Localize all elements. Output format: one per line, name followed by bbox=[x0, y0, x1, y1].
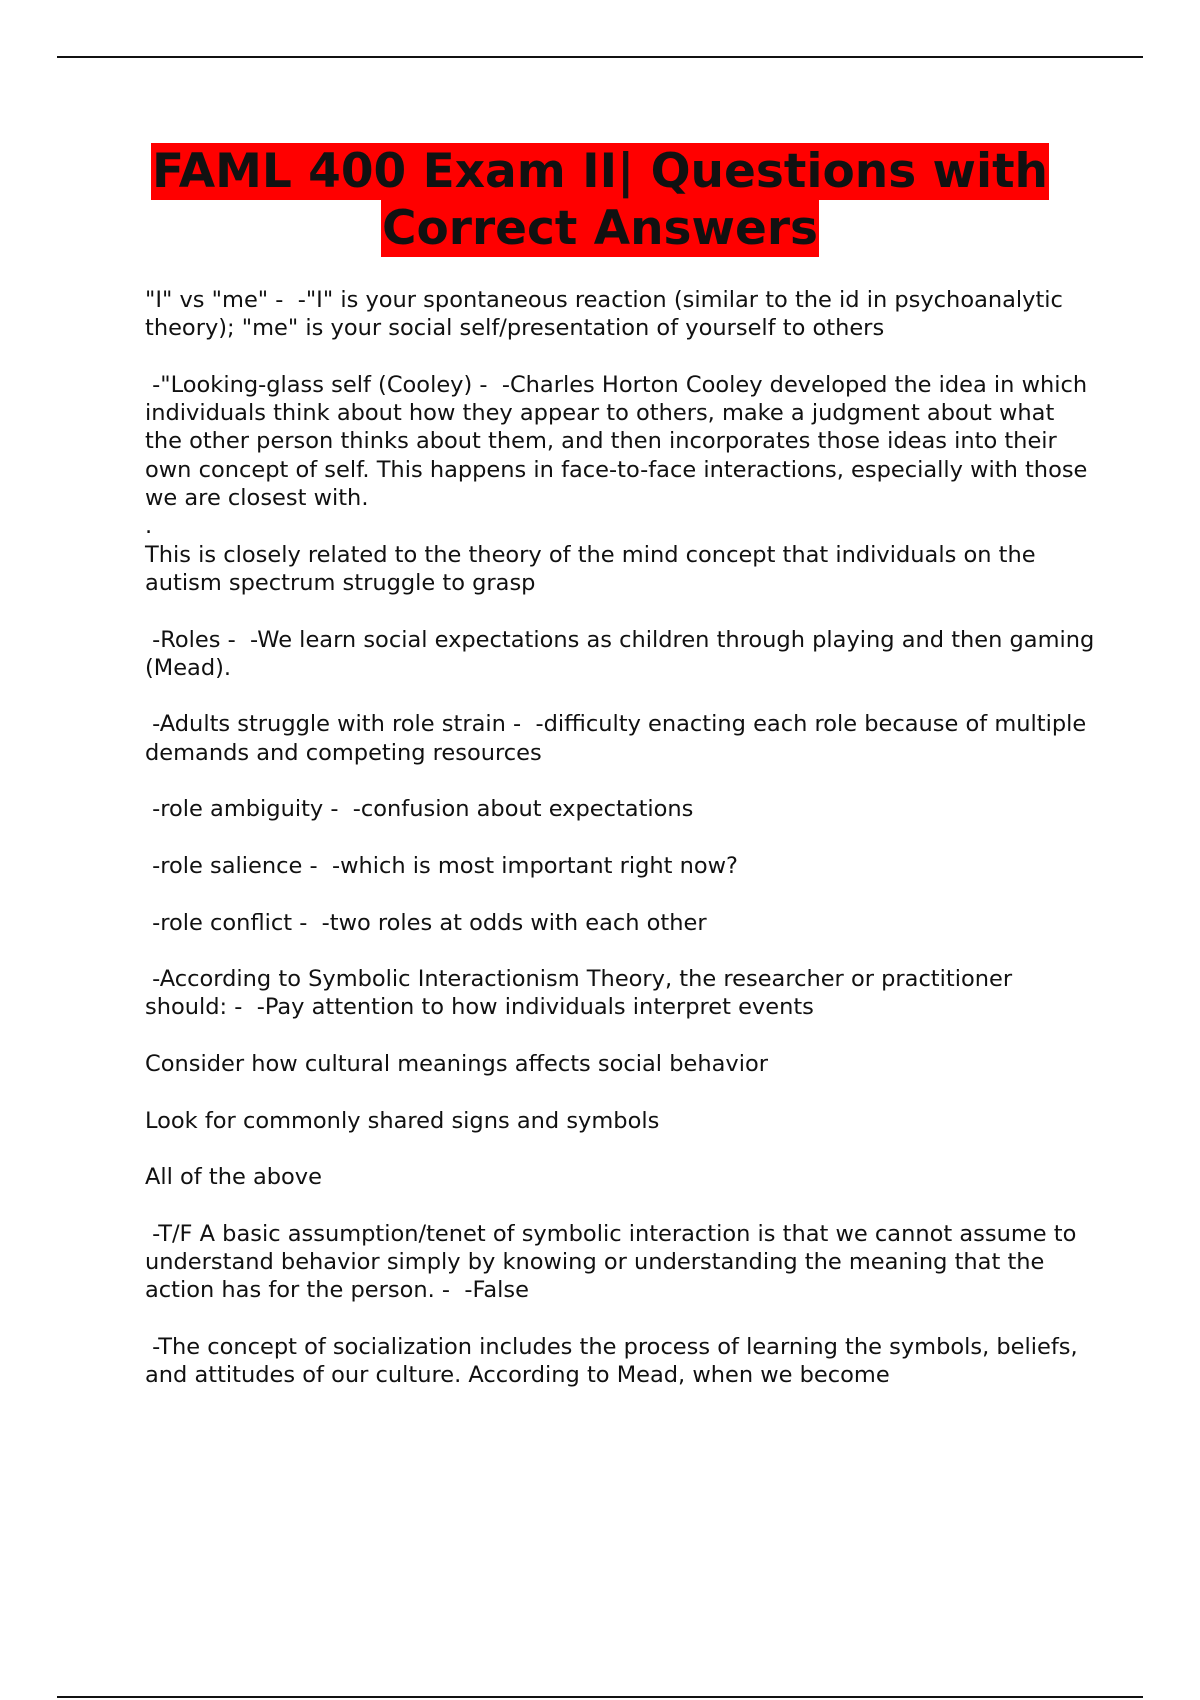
paragraph-looking-glass-self: -"Looking-glass self (Cooley) - -Charles Horton Cooley developed the idea in which individuals think about how they appear to others, make a judgment about what the other person thinks about them, and then incorporates those ideas into their own concept of self. This happens in face-to-face interactions, especially with those we are closest with. bbox=[145, 371, 1095, 512]
top-rule bbox=[57, 56, 1143, 58]
title-line-1: FAML 400 Exam II| Questions with bbox=[151, 144, 1048, 199]
paragraph-role-ambiguity: -role ambiguity - -confusion about expectations bbox=[145, 796, 694, 823]
bottom-rule bbox=[57, 1696, 1143, 1698]
title-line-2: Correct Answers bbox=[382, 201, 818, 256]
paragraph-separator-dot: . bbox=[145, 513, 153, 540]
paragraph-all-above: All of the above bbox=[145, 1164, 322, 1191]
paragraph-true-false: -T/F A basic assumption/tenet of symbolic interaction is that we cannot assume to understand behavior simply by knowing or understanding the meaning that the action has for the person. - -False bbox=[145, 1220, 1084, 1304]
paragraph-role-conflict: -role conflict - -two roles at odds with each other bbox=[145, 909, 707, 936]
paragraph-role-salience: -role salience - -which is most important right now? bbox=[145, 852, 738, 879]
document-title bbox=[140, 143, 1060, 257]
paragraph-symbolic-interactionism: -According to Symbolic Interactionism Theory, the researcher or practitioner should: - -Pay attention to how individuals interpret events bbox=[145, 966, 1020, 1021]
paragraph-roles: -Roles - -We learn social expectations as children through playing and then gaming (Mead). bbox=[145, 626, 1102, 681]
paragraph-role-strain: -Adults struggle with role strain - -difficulty enacting each role because of multiple demands and competing resources bbox=[145, 711, 1094, 766]
paragraph-cultural-meanings: Consider how cultural meanings affects social behavior bbox=[145, 1051, 768, 1078]
paragraph-shared-signs: Look for commonly shared signs and symbols bbox=[145, 1107, 660, 1134]
paragraph-i-vs-me: "I" vs "me" - -"I" is your spontaneous reaction (similar to the id in psychoanalytic theory); "me" is your social self/presentation of yourself to others bbox=[145, 287, 1071, 342]
document-body bbox=[145, 286, 1102, 1418]
paragraph-socialization: -The concept of socialization includes the process of learning the symbols, beliefs, and attitudes of our culture. According to Mead, when we become bbox=[145, 1333, 1085, 1389]
paragraph-theory-of-mind: This is closely related to the theory of the mind concept that individuals on the autism spectrum struggle to grasp bbox=[145, 541, 1043, 596]
